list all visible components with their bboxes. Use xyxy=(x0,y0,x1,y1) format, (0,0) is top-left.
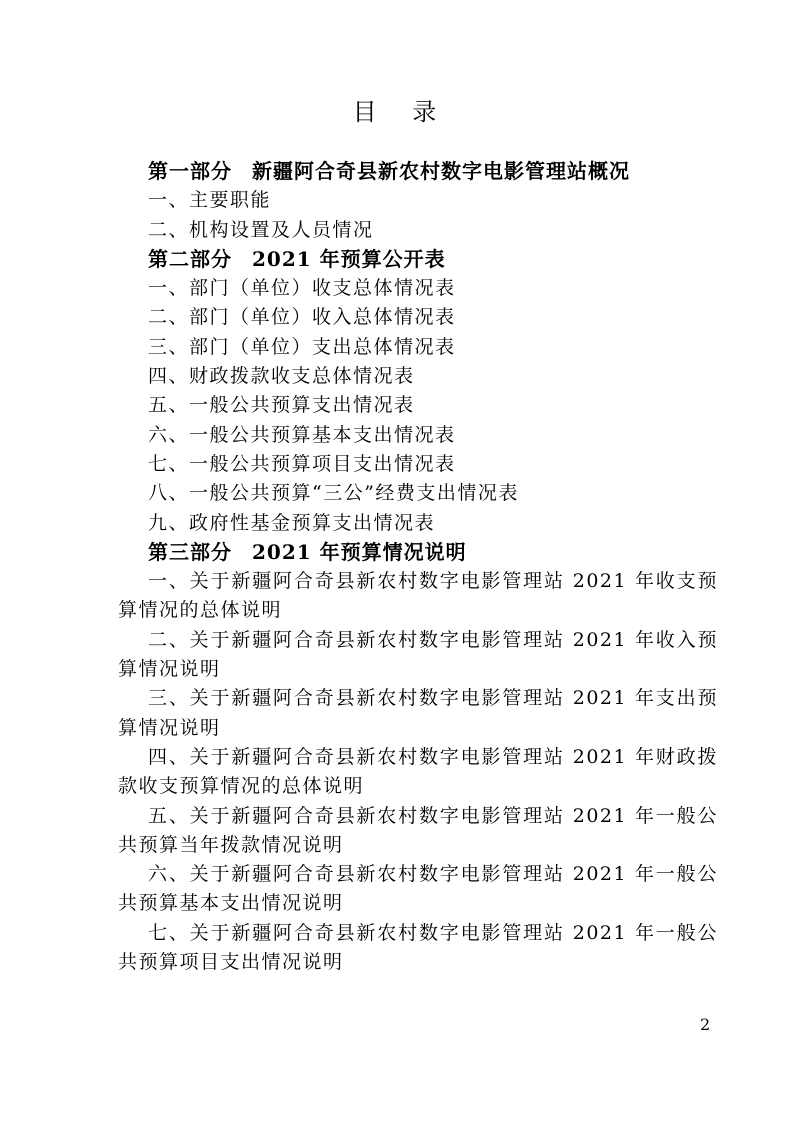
toc-item[interactable]: 二、关于新疆阿合奇县新农村数字电影管理站 2021 年收入预算情况说明 xyxy=(118,628,718,681)
part-label: 第一部分 xyxy=(148,159,232,183)
page-title: 目 录 xyxy=(352,98,451,126)
toc-item[interactable]: 三、关于新疆阿合奇县新农村数字电影管理站 2021 年支出预算情况说明 xyxy=(118,687,718,739)
toc-item[interactable]: 二、机构设置及人员情况 xyxy=(148,218,374,241)
toc-item[interactable]: 四、财政拨款收支总体情况表 xyxy=(148,365,415,388)
toc-item[interactable]: 一、部门（单位）收支总体情况表 xyxy=(148,277,456,300)
toc-item[interactable]: 四、关于新疆阿合奇县新农村数字电影管理站 2021 年财政拨款收支预算情况的总体说明 xyxy=(118,745,718,798)
part-heading: 2021 年预算情况说明 xyxy=(252,539,467,564)
toc-item[interactable]: 九、政府性基金预算支出情况表 xyxy=(148,511,436,534)
toc-item[interactable]: 六、关于新疆阿合奇县新农村数字电影管理站 2021 年一般公共预算基本支出情况说明 xyxy=(118,863,718,915)
toc-part-1[interactable] xyxy=(118,157,718,186)
toc-item[interactable]: 八、一般公共预算“三公”经费支出情况表 xyxy=(148,482,519,505)
toc-part-3[interactable] xyxy=(118,538,718,567)
table-of-contents xyxy=(118,157,718,977)
part-heading: 2021 年预算公开表 xyxy=(252,246,446,271)
toc-item[interactable]: 五、一般公共预算支出情况表 xyxy=(148,394,415,417)
toc-item[interactable]: 二、部门（单位）收入总体情况表 xyxy=(148,306,456,329)
toc-item[interactable]: 三、部门（单位）支出总体情况表 xyxy=(148,335,456,358)
page-number: 2 xyxy=(700,1015,711,1034)
toc-item[interactable]: 一、主要职能 xyxy=(148,189,272,212)
toc-item[interactable]: 一、关于新疆阿合奇县新农村数字电影管理站 2021 年收支预算情况的总体说明 xyxy=(118,570,718,622)
toc-item[interactable]: 六、一般公共预算基本支出情况表 xyxy=(148,423,456,446)
toc-part-2[interactable] xyxy=(118,245,718,274)
toc-item[interactable]: 七、一般公共预算项目支出情况表 xyxy=(148,452,456,475)
part-label: 第三部分 xyxy=(148,539,232,564)
toc-item[interactable]: 七、关于新疆阿合奇县新农村数字电影管理站 2021 年一般公共预算项目支出情况说明 xyxy=(118,921,718,974)
part-label: 第二部分 xyxy=(148,246,232,271)
part-heading: 新疆阿合奇县新农村数字电影管理站概况 xyxy=(252,159,630,183)
toc-item[interactable]: 五、关于新疆阿合奇县新农村数字电影管理站 2021 年一般公共预算当年拨款情况说明 xyxy=(118,804,718,856)
